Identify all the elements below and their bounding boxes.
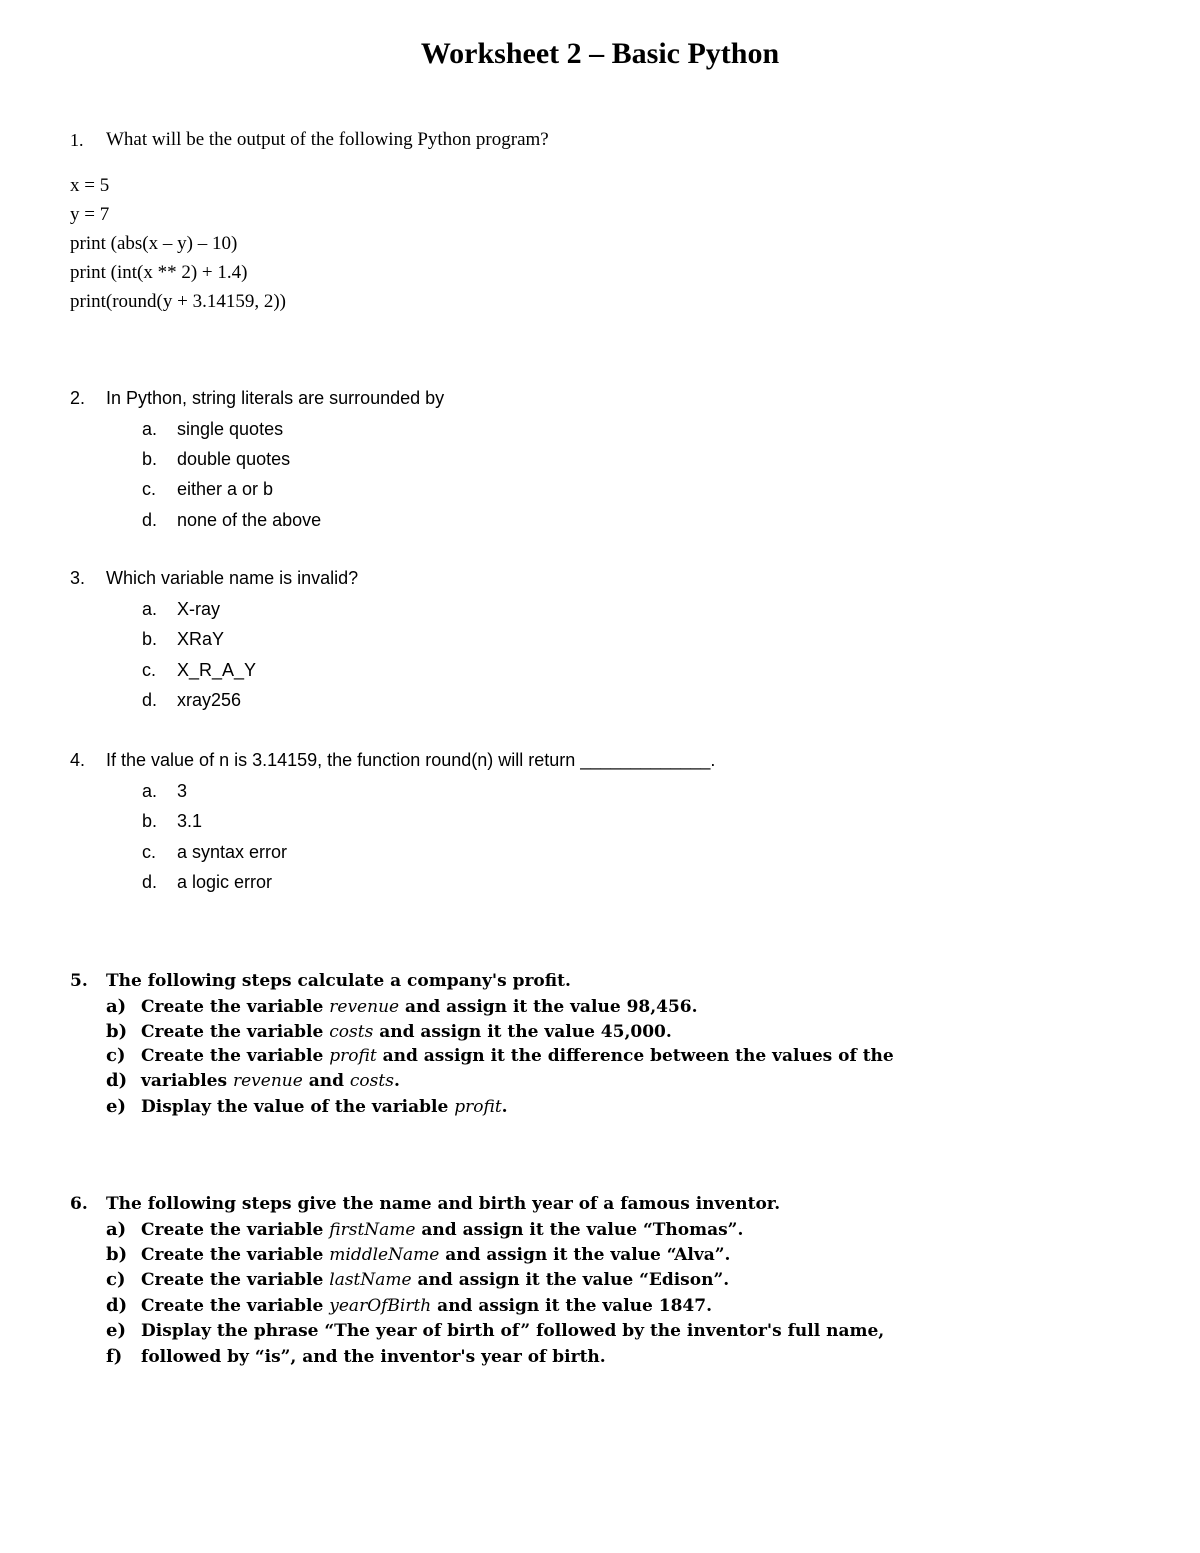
step-text: Create the variable lastName and assign it the value “Edison”. bbox=[141, 1270, 730, 1290]
step-text: Create the variable middleName and assign it the value “Alva”. bbox=[141, 1245, 731, 1265]
step-text: Create the variable costs and assign it the value 45,000. bbox=[141, 1022, 672, 1042]
step-letter: e) bbox=[106, 1096, 126, 1117]
step-text: variables revenue and costs. bbox=[141, 1071, 400, 1091]
option-text: a logic error bbox=[177, 872, 273, 892]
option-letter: b. bbox=[142, 811, 158, 831]
question-number: 5. bbox=[70, 971, 88, 991]
option-letter: b. bbox=[142, 449, 158, 469]
option-text: either a or b bbox=[177, 479, 274, 499]
question-prompt: The following steps calculate a company's profit. bbox=[106, 971, 571, 991]
question-number: 4. bbox=[70, 750, 86, 770]
option-text: 3 bbox=[177, 781, 188, 801]
step-letter: a) bbox=[106, 1219, 127, 1240]
code-line: x = 5 bbox=[70, 175, 110, 196]
question-prompt: Which variable name is invalid? bbox=[106, 568, 359, 588]
step-letter: a) bbox=[106, 996, 127, 1017]
step-letter: c) bbox=[106, 1269, 126, 1290]
option-letter: a. bbox=[142, 419, 158, 439]
step-text: Create the variable yearOfBirth and assign it the value 1847. bbox=[141, 1296, 712, 1316]
step-letter: d) bbox=[106, 1070, 128, 1091]
page-title: Worksheet 2 – Basic Python bbox=[420, 37, 780, 70]
step-letter: d) bbox=[106, 1295, 128, 1316]
option-text: double quotes bbox=[177, 449, 291, 469]
option-text: X-ray bbox=[177, 599, 221, 619]
question-number: 1. bbox=[70, 130, 84, 150]
question-prompt: If the value of n is 3.14159, the function round(n) will return _____________. bbox=[106, 750, 716, 770]
step-letter: f) bbox=[106, 1346, 123, 1367]
option-text: XRaY bbox=[177, 629, 225, 649]
option-text: a syntax error bbox=[177, 842, 288, 862]
question-prompt: In Python, string literals are surrounded by bbox=[106, 388, 445, 408]
option-text: 3.1 bbox=[177, 811, 203, 831]
step-letter: e) bbox=[106, 1320, 126, 1341]
step-text: Create the variable revenue and assign it the value 98,456. bbox=[141, 997, 698, 1017]
option-letter: d. bbox=[142, 690, 158, 710]
option-letter: a. bbox=[142, 781, 158, 801]
option-letter: b. bbox=[142, 629, 158, 649]
step-text: Display the value of the variable profit. bbox=[141, 1097, 508, 1117]
option-letter: c. bbox=[142, 479, 157, 499]
question-number: 6. bbox=[70, 1194, 88, 1214]
step-text: Create the variable profit and assign it the difference between the values of the bbox=[141, 1046, 894, 1066]
option-text: xray256 bbox=[177, 690, 242, 710]
code-line: print (abs(x – y) – 10) bbox=[70, 233, 238, 254]
question-prompt: The following steps give the name and birth year of a famous inventor. bbox=[106, 1194, 781, 1214]
option-text: none of the above bbox=[177, 510, 322, 530]
step-letter: b) bbox=[106, 1021, 128, 1042]
option-text: single quotes bbox=[177, 419, 284, 439]
step-text: Create the variable firstName and assign it the value “Thomas”. bbox=[141, 1220, 744, 1240]
code-line: print(round(y + 3.14159, 2)) bbox=[70, 291, 286, 312]
code-line: print (int(x ** 2) + 1.4) bbox=[70, 262, 248, 283]
step-text: Display the phrase “The year of birth of” followed by the inventor's full name, bbox=[141, 1321, 885, 1341]
step-letter: b) bbox=[106, 1244, 128, 1265]
question-number: 2. bbox=[70, 388, 86, 408]
option-letter: c. bbox=[142, 660, 157, 680]
step-text: followed by “is”, and the inventor's year of birth. bbox=[141, 1347, 606, 1367]
code-line: y = 7 bbox=[70, 204, 110, 225]
question-prompt: What will be the output of the following Python program? bbox=[106, 129, 549, 150]
option-text: X_R_A_Y bbox=[177, 660, 257, 680]
option-letter: a. bbox=[142, 599, 158, 619]
step-letter: c) bbox=[106, 1045, 126, 1066]
question-number: 3. bbox=[70, 568, 86, 588]
option-letter: d. bbox=[142, 510, 158, 530]
option-letter: c. bbox=[142, 842, 157, 862]
option-letter: d. bbox=[142, 872, 158, 892]
